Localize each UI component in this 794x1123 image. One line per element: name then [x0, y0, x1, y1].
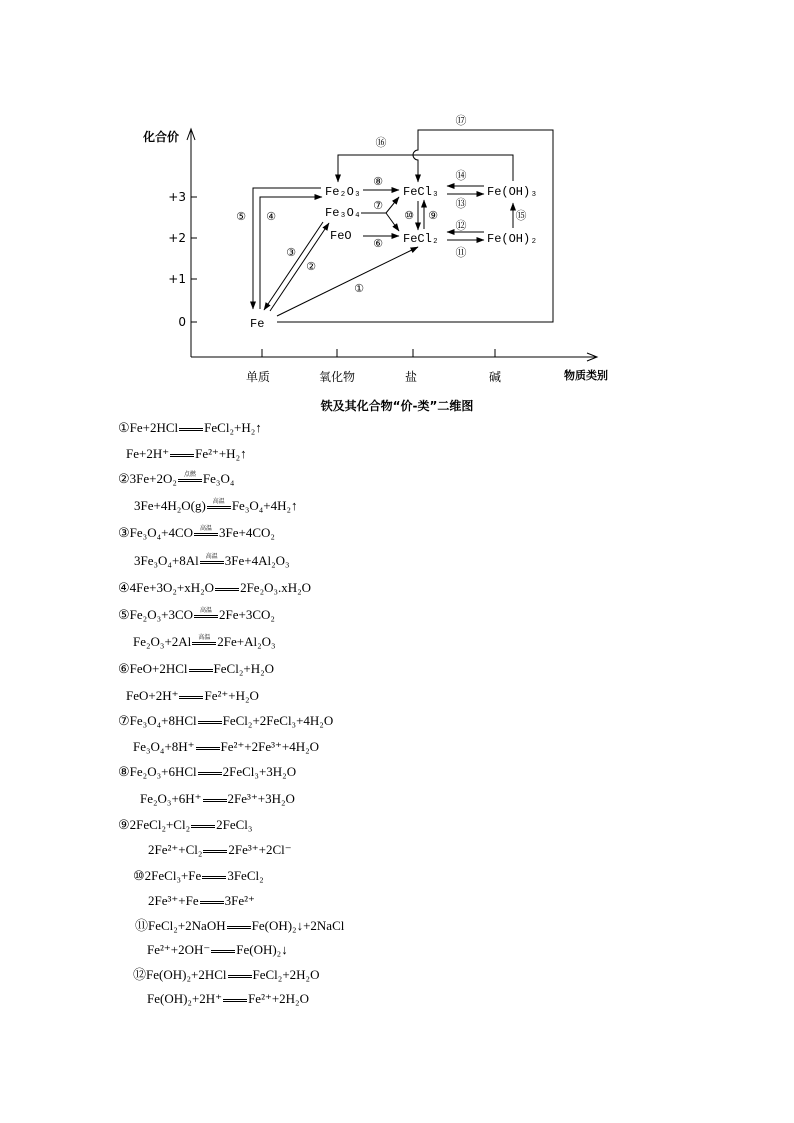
arrow-label-7: ⑦: [373, 199, 383, 212]
equation-number: ③: [118, 525, 130, 540]
equation-products: 2Fe+3CO₂: [219, 607, 275, 622]
equation-line: [118, 712, 333, 730]
equation-products: 3Fe+4Al₂O₃: [224, 553, 290, 568]
equation-line: [118, 419, 262, 437]
arrow-label-16: ⑯: [375, 136, 387, 149]
equals-sign: [194, 524, 218, 536]
equation-number: ④: [118, 580, 130, 595]
equals-sign: [170, 454, 194, 457]
arrow-label-1: ①: [354, 282, 364, 295]
reaction-condition: 高温: [198, 633, 211, 641]
equation-products: FeCl₂+H₂O: [213, 661, 275, 676]
node-feo: FeO: [330, 229, 352, 243]
equals-sign: [192, 633, 216, 645]
equation-number: ②: [118, 471, 130, 486]
equals-sign: [215, 588, 239, 591]
axes: [142, 129, 608, 384]
arrow-7-to-fecl2: [386, 213, 399, 231]
equals-sign: [228, 975, 252, 978]
equation-products: Fe(OH)₂↓: [236, 942, 288, 957]
equation-line: [134, 497, 298, 515]
equation-products: 2FeCl₃+3H₂O: [222, 764, 297, 779]
equation-reactants: Fe₃O₄+8HCl: [129, 713, 197, 728]
node-feoh2: Fe(OH)₂: [487, 232, 538, 246]
equation-number: ⑫: [133, 967, 147, 982]
equation-products: Fe²⁺+H₂↑: [195, 446, 247, 461]
arrow-label-8: ⑧: [373, 175, 383, 188]
equation-line: [126, 445, 247, 463]
arrow-label-6: ⑥: [373, 237, 383, 250]
arrow-label-5: ⑤: [236, 210, 246, 223]
y-tick-label: +2: [168, 231, 186, 245]
equation-number: ⑨: [118, 817, 130, 832]
equation-number: ⑥: [118, 661, 130, 676]
y-tick-label: +3: [168, 190, 186, 204]
equation-line: [126, 687, 259, 705]
equation-number: ①: [118, 420, 130, 435]
equation-products: Fe₃O₄+4H₂↑: [231, 498, 298, 513]
equation-reactants: Fe²⁺+2OH⁻: [147, 942, 211, 957]
node-fecl3: FeCl₃: [403, 185, 440, 199]
arrow-label-9: ⑨: [428, 209, 438, 222]
arrow-label-3: ③: [286, 246, 296, 259]
equals-sign: [227, 926, 251, 929]
equation-products: FeCl₂+H₂↑: [204, 420, 262, 435]
equation-products: 3Fe²⁺: [224, 893, 255, 908]
equation-products: 2Fe+Al₂O₃: [217, 634, 276, 649]
x-axis-label: 物质类别: [564, 369, 608, 382]
equation-number: ⑦: [118, 713, 130, 728]
arrow-number-labels: [236, 114, 526, 295]
equation-reactants: 3Fe₃O₄+8Al: [134, 553, 199, 568]
equation-reactants: FeCl₂+2NaOH: [148, 918, 226, 933]
equation-number: ⑤: [118, 607, 130, 622]
equation-line: [118, 579, 311, 597]
equals-sign: [198, 721, 222, 724]
y-tick-label: 0: [178, 315, 186, 329]
arrow-16: [338, 155, 513, 182]
equation-reactants: Fe₂O₃+2Al: [133, 634, 192, 649]
equation-line: [118, 470, 234, 488]
equation-line: [118, 524, 275, 542]
equals-sign: [179, 428, 203, 431]
arrow-7-to-fecl3: [386, 197, 399, 213]
equation-line: [118, 660, 274, 678]
equals-sign: [223, 999, 247, 1002]
equation-line: [134, 552, 290, 570]
equation-products: Fe²⁺+H₂O: [204, 688, 259, 703]
arrow-label-10: ⑩: [404, 209, 414, 222]
arrow-label-14: ⑭: [455, 169, 467, 182]
arrow-label-2: ②: [306, 260, 316, 273]
equation-reactants: FeO+2H⁺: [126, 688, 179, 703]
equals-sign: [200, 552, 224, 564]
equation-products: FeCl₂+2FeCl₃+4H₂O: [222, 713, 334, 728]
equation-products: Fe₃O₄: [202, 471, 235, 486]
equation-line: [148, 892, 255, 910]
equation-line: [133, 633, 276, 651]
equation-line: [148, 841, 292, 859]
equation-reactants: FeO+2HCl: [129, 661, 188, 676]
equation-reactants: 2Fe²⁺+Cl₂: [148, 842, 203, 857]
reaction-condition: 高温: [205, 552, 218, 560]
equation-line: [135, 917, 344, 935]
node-fe3o4: Fe₃O₄: [325, 206, 362, 220]
arrow-17: [277, 130, 553, 322]
equals-sign: [203, 799, 227, 802]
node-fe: Fe: [250, 317, 265, 331]
equation-products: Fe²⁺+2H₂O: [248, 991, 309, 1006]
equals-sign: [194, 606, 218, 618]
equation-products: Fe²⁺+2Fe³⁺+4H₂O: [220, 739, 320, 754]
conversion-arrows: [253, 130, 553, 322]
arrow-label-11: ⑪: [455, 246, 467, 259]
equation-products: 3Fe+4CO₂: [219, 525, 275, 540]
equation-reactants: 2Fe³⁺+Fe: [148, 893, 199, 908]
equals-sign: [189, 669, 213, 672]
equation-reactants: Fe₃O₄+8H⁺: [133, 739, 195, 754]
equals-sign: [196, 747, 220, 750]
equation-line: [118, 763, 296, 781]
arrow-1: [277, 247, 418, 316]
x-category-label: 氧化物: [318, 370, 356, 384]
equals-sign: [203, 850, 227, 853]
equation-reactants: Fe+2H⁺: [126, 446, 170, 461]
equation-reactants: 3Fe+4H₂O(g): [134, 498, 206, 513]
arrow-label-13: ⑬: [455, 197, 467, 210]
equation-reactants: 4Fe+3O₂+xH₂O: [129, 580, 215, 595]
equation-reactants: Fe₂O₃+6H⁺: [140, 791, 202, 806]
equation-reactants: 2FeCl₃+Fe: [144, 868, 202, 883]
diagram-caption: 铁及其化合物“价-类”二维图: [320, 399, 474, 413]
equation-number: ⑪: [135, 918, 149, 933]
equation-line: [147, 990, 309, 1008]
equation-reactants: Fe₃O₄+4CO: [129, 525, 193, 540]
equation-line: [133, 966, 319, 984]
equation-line: [118, 816, 252, 834]
reaction-condition: 高温: [212, 497, 225, 505]
equation-number: ⑧: [118, 764, 130, 779]
x-category-label: 单质: [245, 370, 271, 384]
equation-reactants: Fe₂O₃+6HCl: [129, 764, 197, 779]
equation-products: 2FeCl₃: [216, 817, 253, 832]
x-category-label: 碱: [488, 370, 502, 384]
equation-products: 2Fe³⁺+3H₂O: [227, 791, 295, 806]
iron-valence-class-diagram: [0, 0, 794, 425]
equation-reactants: Fe+2HCl: [129, 420, 179, 435]
reaction-condition: 点燃: [183, 470, 196, 478]
equation-reactants: Fe(OH)₂+2HCl: [146, 967, 227, 982]
x-category-label: 盐: [404, 370, 418, 384]
equation-reactants: Fe(OH)₂+2H⁺: [147, 991, 223, 1006]
equals-sign: [202, 876, 226, 879]
arrow-label-15: ⑮: [515, 209, 527, 222]
arrow-label-12: ⑫: [455, 219, 467, 232]
node-fecl2: FeCl₂: [403, 232, 440, 246]
equation-reactants: 2FeCl₂+Cl₂: [129, 817, 191, 832]
reaction-condition: 高温: [199, 524, 212, 532]
equals-sign: [211, 950, 235, 953]
equation-reactants: Fe₂O₃+3CO: [129, 607, 193, 622]
equation-products: 2Fe₂O₃.xH₂O: [240, 580, 312, 595]
equals-sign: [207, 497, 231, 509]
reaction-condition: 高温: [199, 606, 212, 614]
equation-number: ⑩: [133, 868, 145, 883]
equation-reactants: 3Fe+2O₂: [129, 471, 177, 486]
node-fe2o3: Fe₂O₃: [325, 185, 362, 199]
equals-sign: [179, 696, 203, 699]
y-axis-label: 化合价: [143, 130, 180, 144]
equation-line: [133, 867, 264, 885]
equals-sign: [191, 825, 215, 828]
arrow-label-4: ④: [266, 210, 276, 223]
equation-line: [147, 941, 288, 959]
equals-sign: [198, 772, 222, 775]
equation-line: [133, 738, 319, 756]
equals-sign: [200, 901, 224, 904]
y-tick-label: +1: [168, 272, 186, 286]
equals-sign: [178, 470, 202, 482]
arrow-label-17: ⑰: [455, 114, 467, 127]
arrow-2: [270, 223, 329, 311]
equation-products: 3FeCl₂: [227, 868, 264, 883]
equation-products: FeCl₂+2H₂O: [252, 967, 320, 982]
equation-products: Fe(OH)₂↓+2NaCl: [251, 918, 345, 933]
equation-line: [118, 606, 275, 624]
node-feoh3: Fe(OH)₃: [487, 185, 538, 199]
equation-products: 2Fe³⁺+2Cl⁻: [228, 842, 292, 857]
equation-line: [140, 790, 295, 808]
